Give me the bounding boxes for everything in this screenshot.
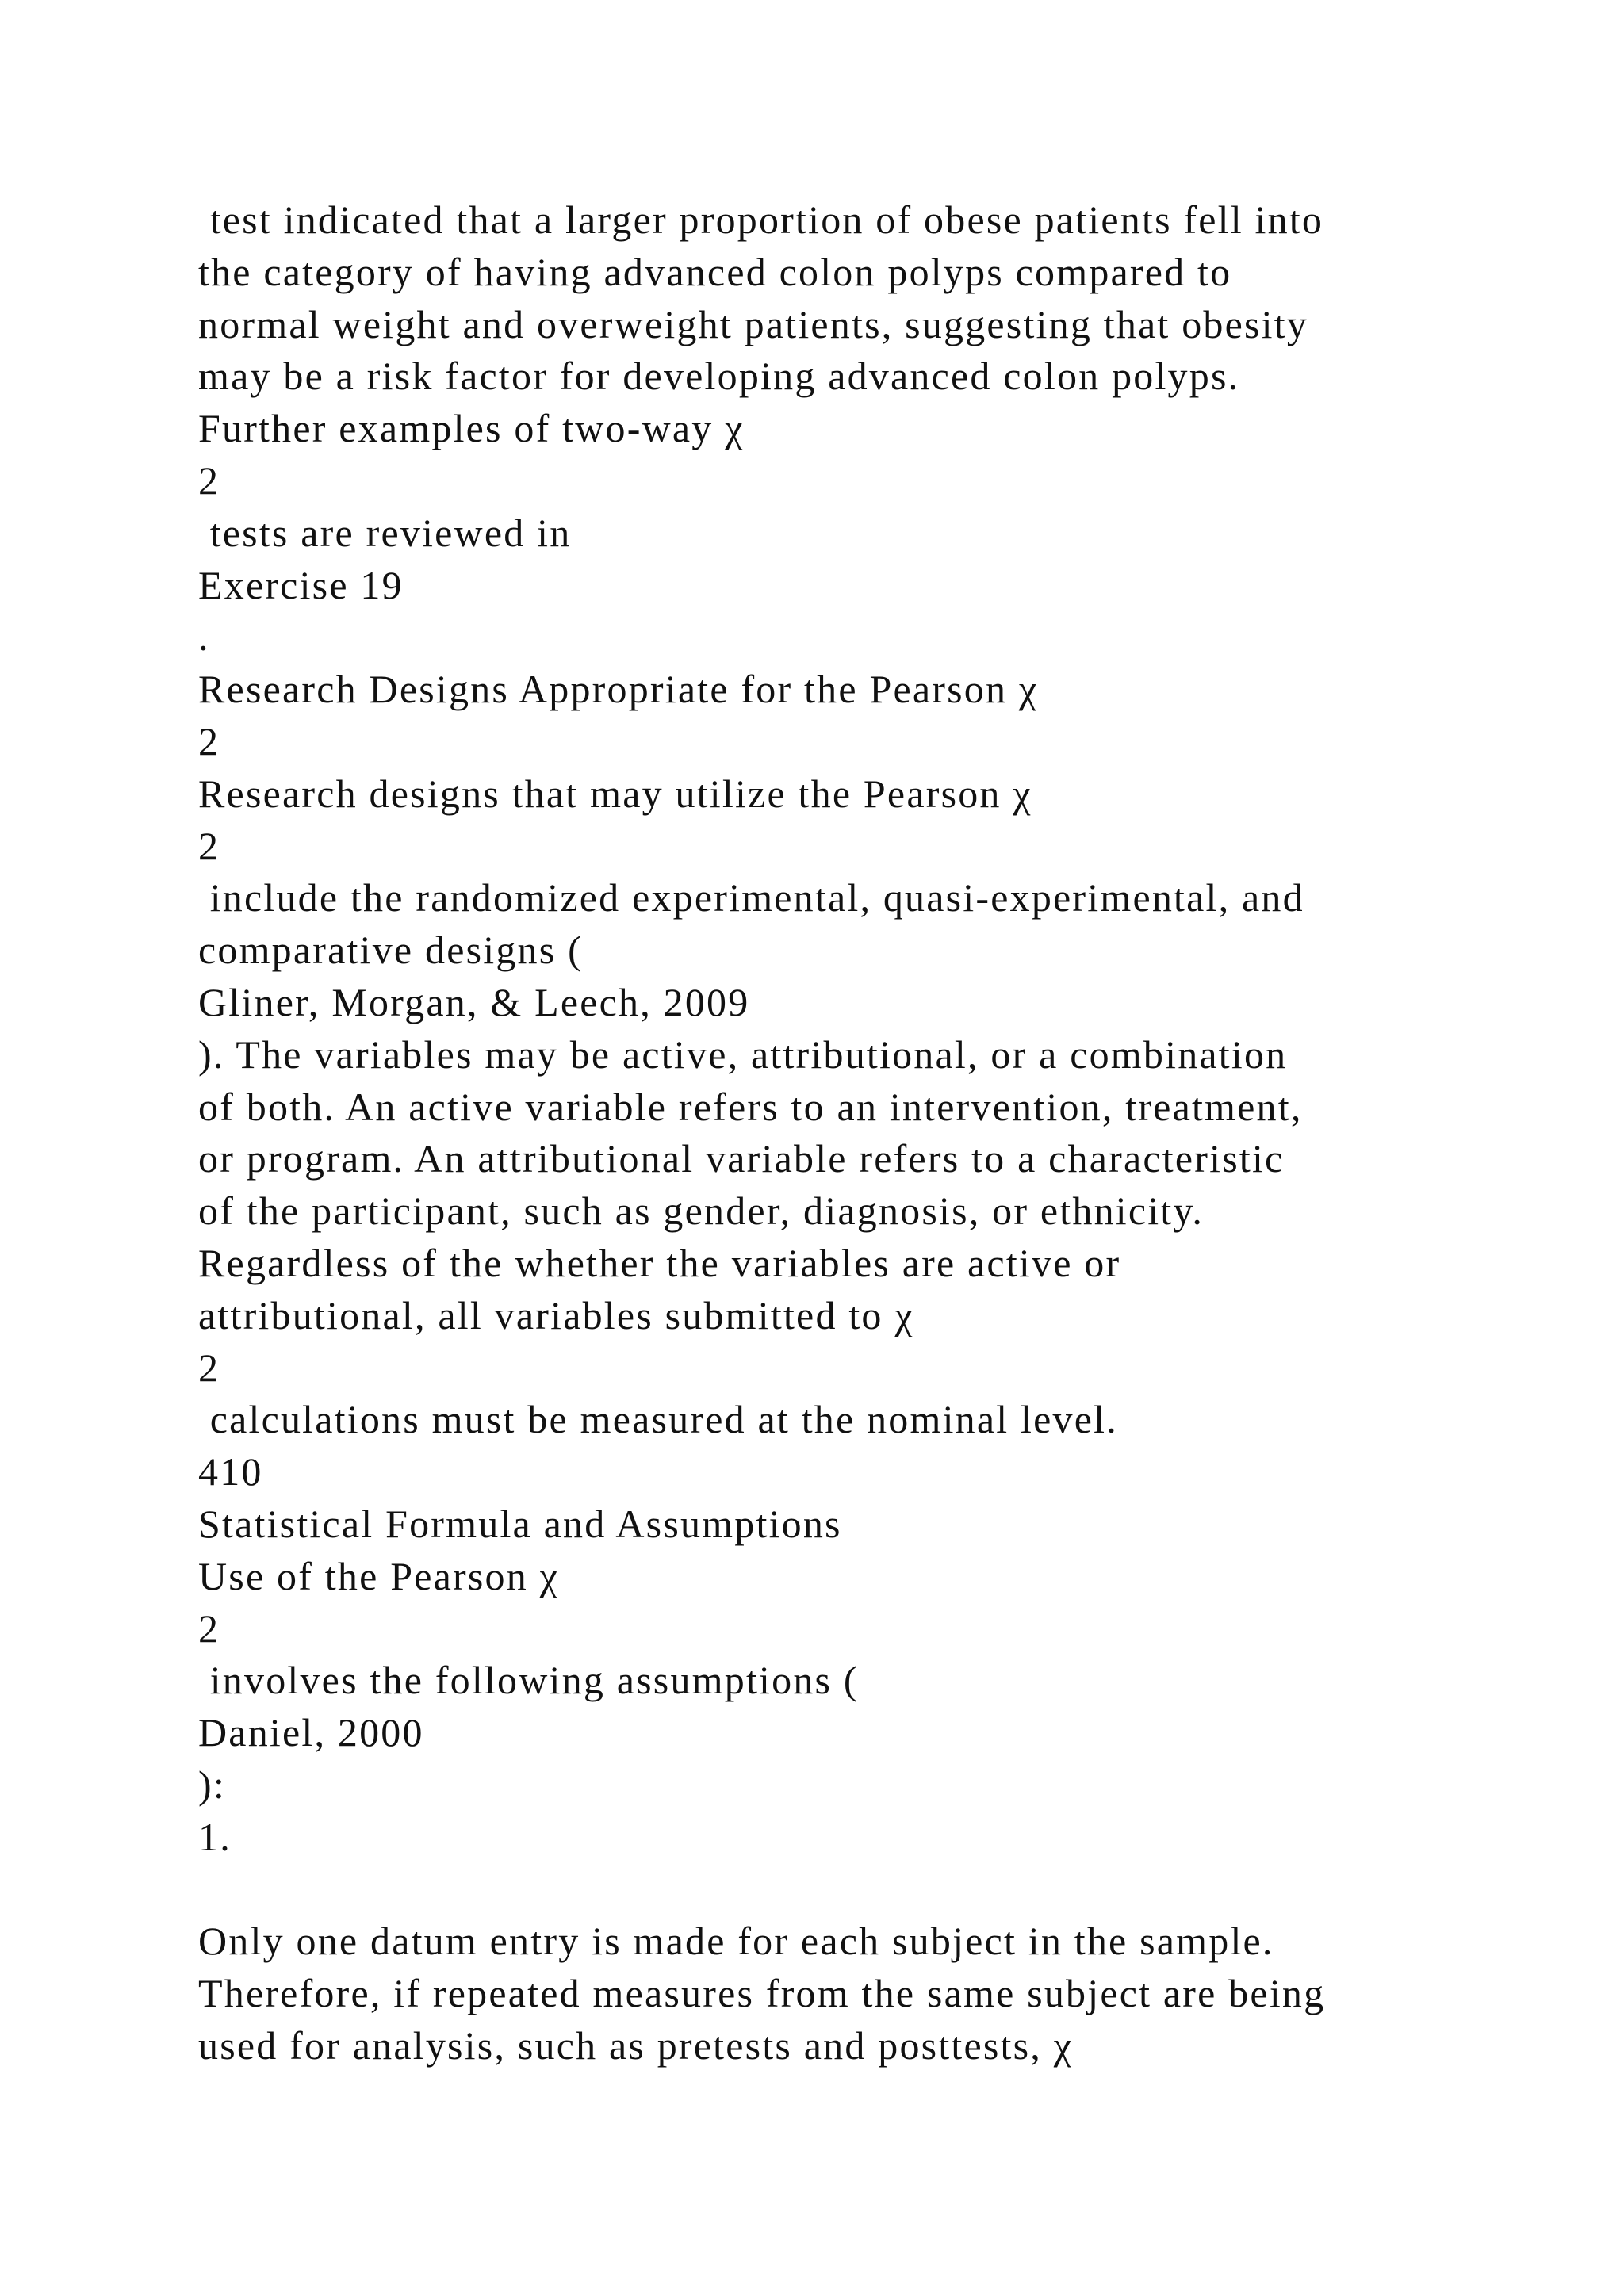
section-heading: Research Designs Appropriate for the Pearson χ [198, 667, 1039, 712]
superscript-fragment: 2 [198, 1605, 220, 1651]
text-line: comparative designs ( [198, 928, 583, 973]
text-line: test indicated that a larger proportion of obese patients fell into [198, 197, 1324, 242]
text-line: . [198, 614, 210, 660]
citation-link[interactable]: Gliner, Morgan, & Leech, 2009 [198, 979, 750, 1024]
superscript-fragment: 2 [198, 1345, 220, 1390]
text-line: of the participant, such as gender, diagnosis, or ethnicity. [198, 1188, 1205, 1234]
text-line: of both. An active variable refers to an intervention, treatment, [198, 1084, 1303, 1129]
text-line: Further examples of two-way χ [198, 406, 745, 451]
text-line: or program. An attributional variable refers to a characteristic [198, 1136, 1285, 1181]
text-line: used for analysis, such as pretests and posttests, χ [198, 2022, 1074, 2068]
text-line: ): [198, 1762, 226, 1807]
reference-link[interactable]: Exercise 19 [198, 562, 404, 607]
text-line: normal weight and overweight patients, suggesting that obesity [198, 301, 1309, 346]
text-line: Use of the Pearson χ [198, 1553, 559, 1598]
page-number: 410 [198, 1449, 263, 1494]
text-line: Only one datum entry is made for each subject in the sample. [198, 1919, 1274, 1964]
section-heading: Statistical Formula and Assumptions [198, 1501, 842, 1546]
text-line: ). The variables may be active, attributional, or a combination [198, 1031, 1288, 1077]
text-line: calculations must be measured at the nominal level. [198, 1397, 1118, 1442]
text-line: may be a risk factor for developing advanced colon polyps. [198, 354, 1240, 399]
text-line: Regardless of the whether the variables are active or [198, 1240, 1121, 1285]
superscript-fragment: 2 [198, 718, 220, 763]
superscript-fragment: 2 [198, 457, 220, 503]
text-line: the category of having advanced colon polyps compared to [198, 249, 1232, 294]
text-line: Therefore, if repeated measures from the same subject are being [198, 1971, 1326, 2016]
text-line: attributional, all variables submitted to χ [198, 1292, 914, 1337]
text-line: include the randomized experimental, quasi-experimental, and [198, 875, 1304, 920]
body-text [198, 194, 1546, 2072]
blank-line [198, 1864, 1546, 1916]
list-number: 1. [198, 1814, 232, 1859]
text-line: tests are reviewed in [198, 510, 572, 555]
text-line: involves the following assumptions ( [198, 1658, 859, 1703]
text-line: Research designs that may utilize the Pearson χ [198, 771, 1032, 816]
superscript-fragment: 2 [198, 823, 220, 868]
citation-link[interactable]: Daniel, 2000 [198, 1710, 424, 1755]
